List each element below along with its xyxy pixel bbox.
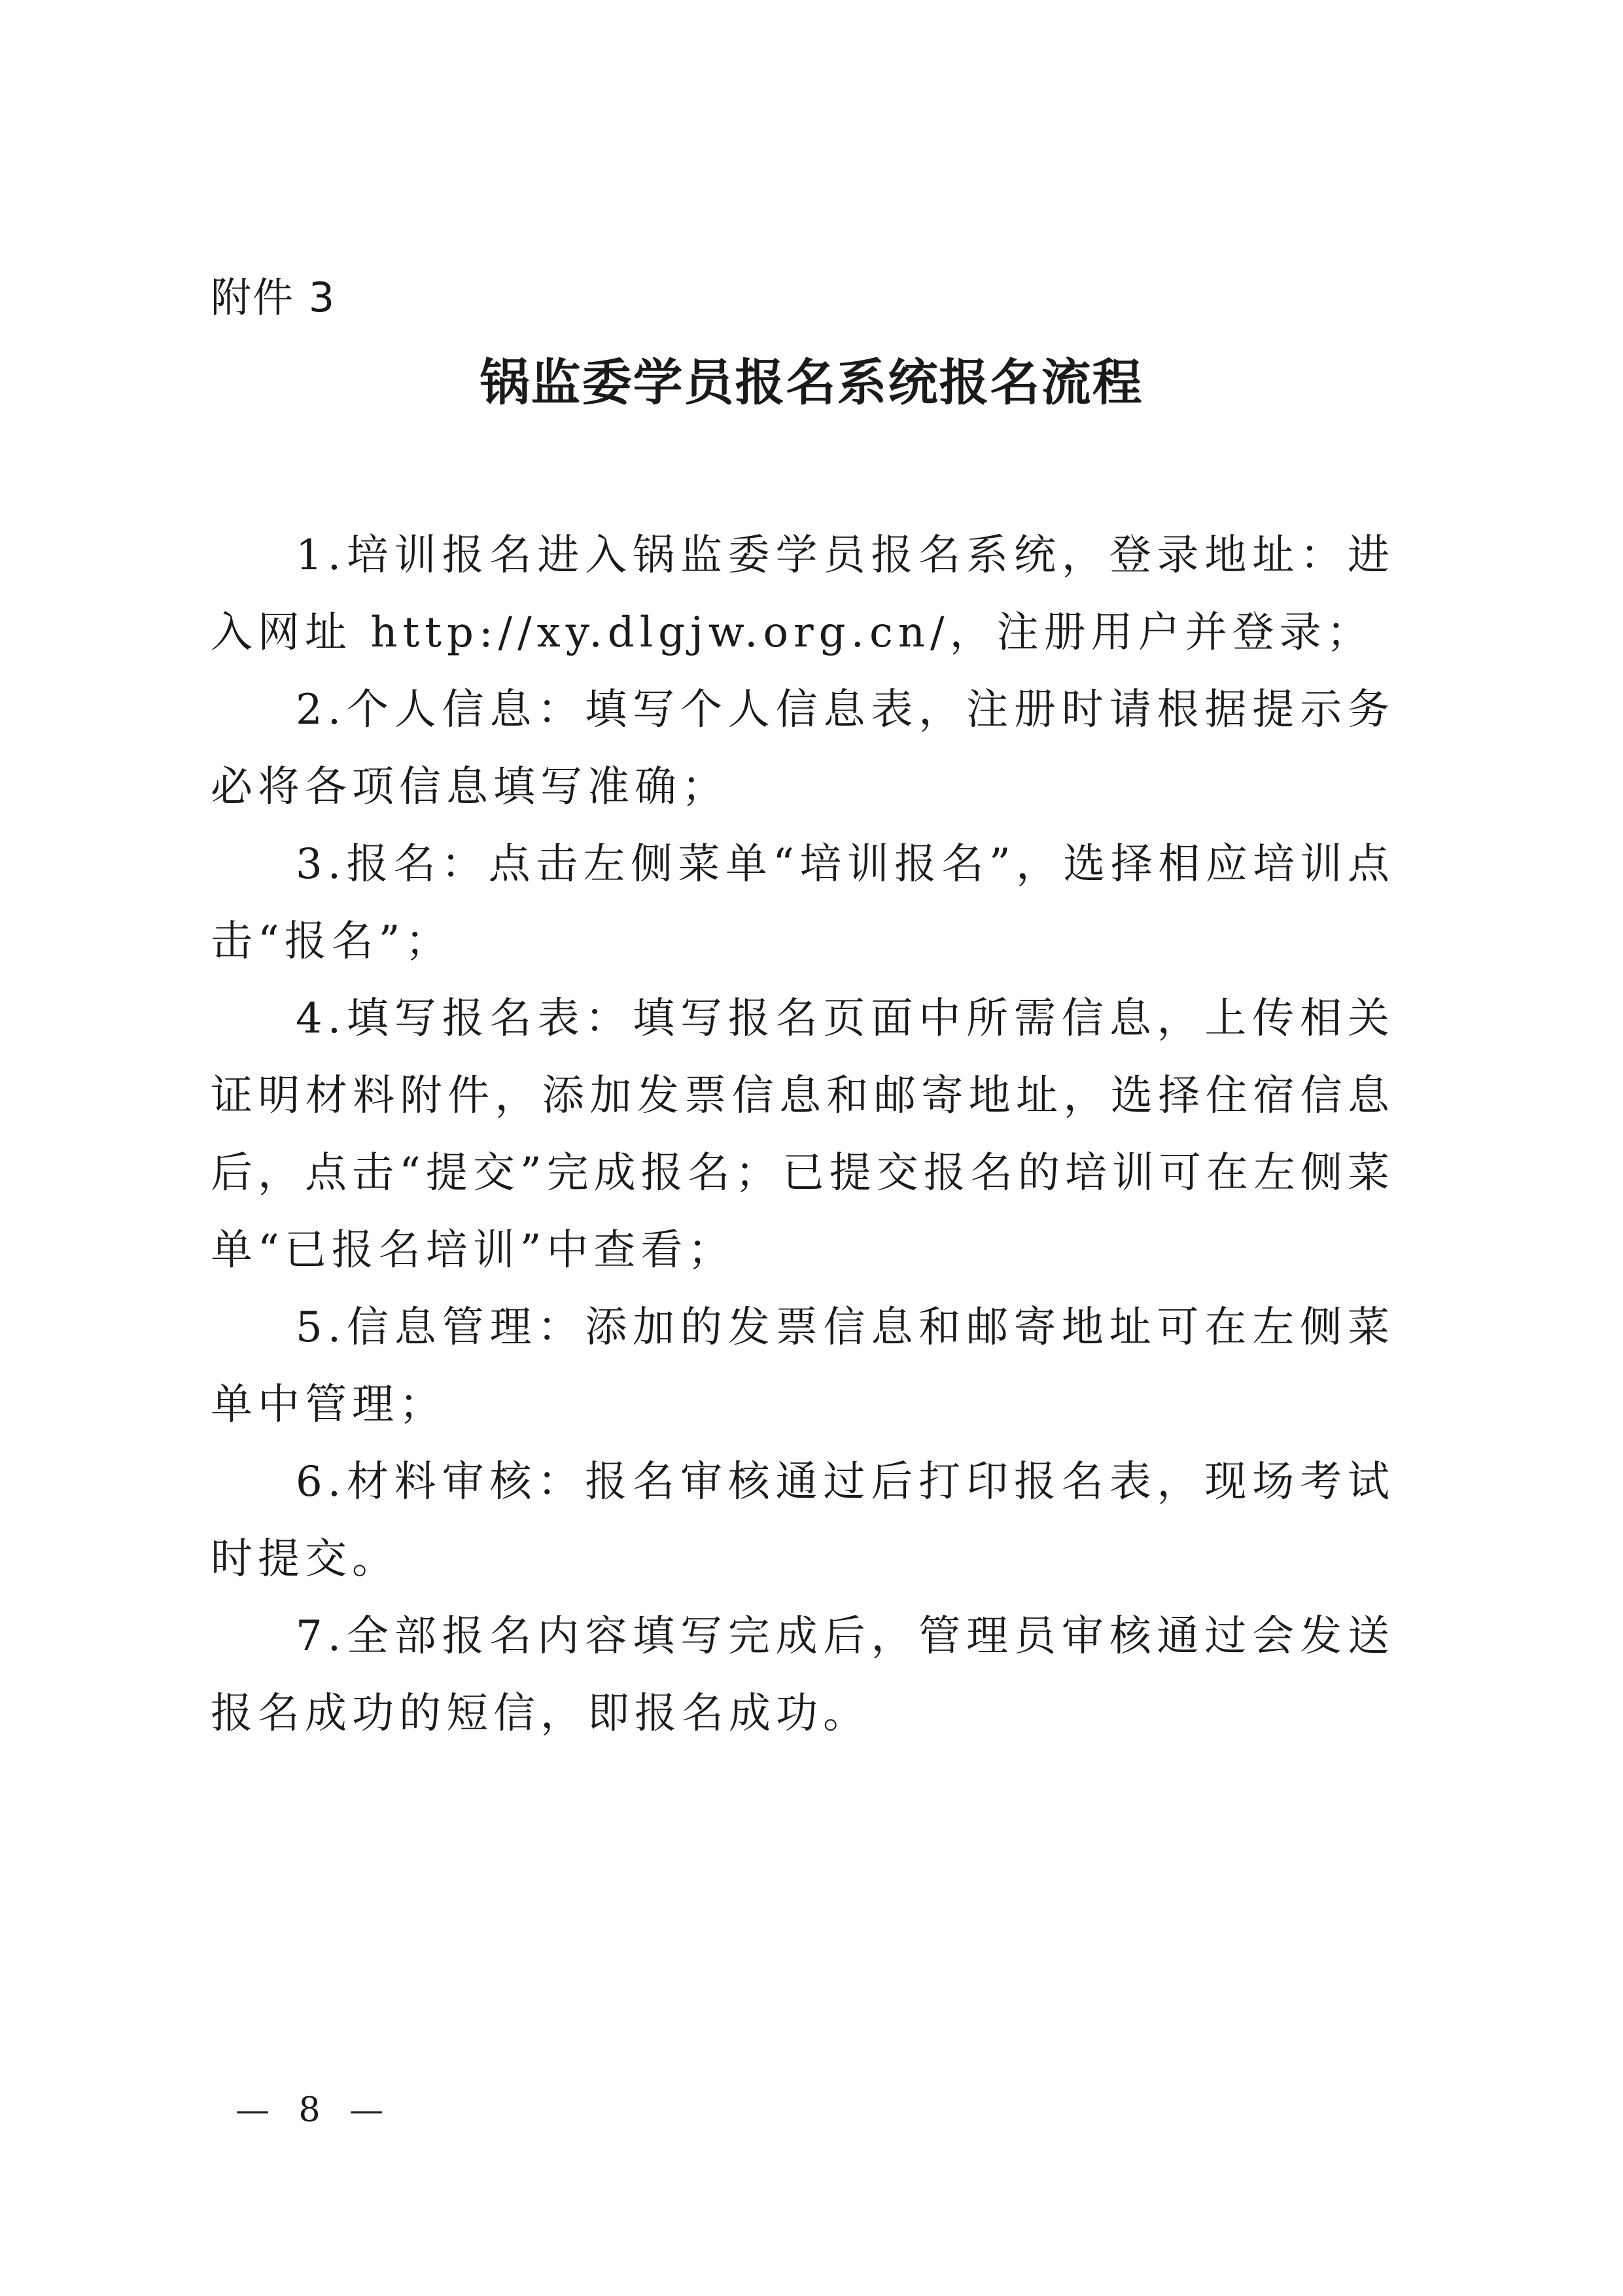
attachment-label: 附件 3: [211, 274, 336, 321]
step-paragraph-2: 2.个人信息：填写个人信息表，注册时请根据提示务必将各项信息填写准确；: [211, 686, 1395, 811]
step-paragraph-6: 6.材料审核：报名审核通过后打印报名表，现场考试时提交。: [211, 1458, 1395, 1583]
page-number: — 8 —: [236, 2091, 393, 2130]
document-body: [211, 517, 1395, 1752]
step-paragraph-5: 5.信息管理：添加的发票信息和邮寄地址可在左侧菜单中管理；: [211, 1303, 1395, 1429]
step-paragraph-1: 1.培训报名进入锅监委学员报名系统，登录地址：进入网址 http://xy.dlgjw.org.cn/，注册用户并登录；: [211, 531, 1395, 657]
step-paragraph-7: 7.全部报名内容填写完成后，管理员审核通过会发送报名成功的短信，即报名成功。: [211, 1612, 1395, 1738]
step-paragraph-4: 4.填写报名表：填写报名页面中所需信息，上传相关证明材料附件，添加发票信息和邮寄地址，选择住宿信息后，点击“提交”完成报名；已提交报名的培训可在左侧菜单“已报名培训”中查看；: [211, 995, 1395, 1275]
step-paragraph-3: 3.报名：点击左侧菜单“培训报名”，选择相应培训点击“报名”；: [211, 840, 1395, 966]
document-title: 锅监委学员报名系统报名流程: [480, 353, 1143, 412]
